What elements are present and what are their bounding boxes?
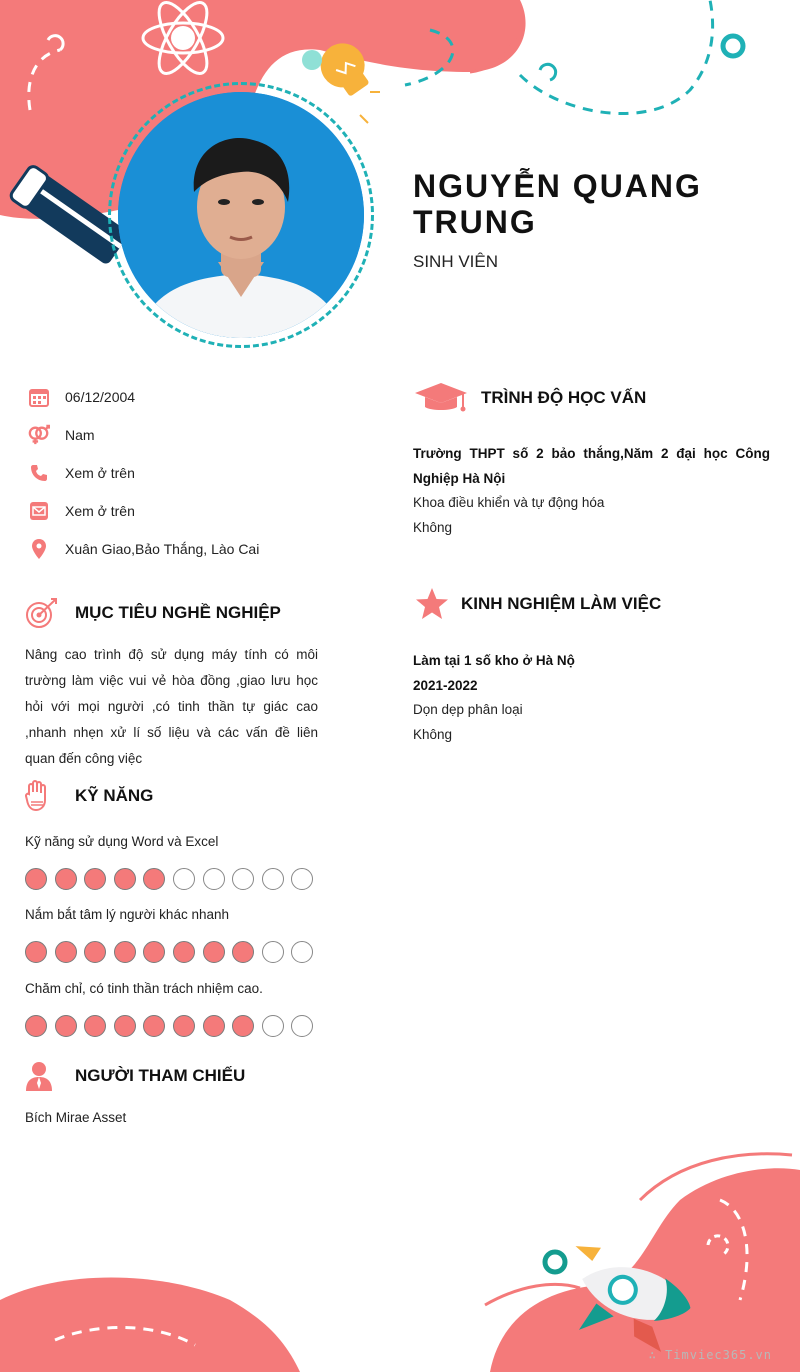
rating-dot-filled (25, 1015, 47, 1037)
experience-entry (413, 649, 770, 747)
experience-title: KINH NGHIỆM LÀM VIỆC (461, 594, 662, 613)
email-icon (28, 500, 50, 522)
gender-value: Nam (65, 427, 95, 443)
birthday-value: 06/12/2004 (65, 389, 136, 405)
contact-address (28, 536, 259, 562)
graduation-cap-icon (413, 380, 469, 416)
rating-dot-filled (55, 941, 77, 963)
skill-rating-2 (25, 941, 321, 963)
rating-dot-filled (55, 868, 77, 890)
candidate-name: NGUYỄN QUANG TRUNG (413, 168, 702, 240)
education-school: Trường THPT số 2 bảo thắng,Năm 2 đại học Công Nghiệp Hà Nội (413, 446, 770, 486)
rating-dot-filled (203, 1015, 225, 1037)
skill-rating-1 (25, 868, 321, 890)
rating-dot-filled (143, 941, 165, 963)
skills-title: KỸ NĂNG (75, 786, 154, 805)
calendar-icon (28, 386, 50, 408)
rating-dot-empty (291, 1015, 313, 1037)
rating-dot-filled (55, 1015, 77, 1037)
skill-name-2: Nắm bắt tâm lý người khác nhanh (25, 907, 229, 922)
gender-icon (28, 424, 50, 446)
hand-icon (24, 780, 50, 812)
rating-dot-empty (262, 941, 284, 963)
rating-dot-filled (25, 941, 47, 963)
rating-dot-filled (25, 868, 47, 890)
phone-icon (28, 462, 50, 484)
rating-dot-filled (143, 1015, 165, 1037)
rating-dot-filled (84, 941, 106, 963)
references-text: Bích Mirae Asset (25, 1110, 127, 1125)
education-major: Khoa điều khiển và tự động hóa (413, 495, 605, 510)
phone-value: Xem ở trên (65, 465, 135, 481)
experience-period: 2021-2022 (413, 677, 478, 693)
contact-phone (28, 460, 135, 486)
skill-name-3: Chăm chỉ, có tinh thần trách nhiệm cao. (25, 981, 263, 996)
person-icon (24, 1060, 54, 1092)
location-icon (28, 538, 50, 560)
rating-dot-filled (173, 941, 195, 963)
job-title: SINH VIÊN (413, 252, 499, 271)
rating-dot-empty (291, 941, 313, 963)
rating-dot-filled (203, 941, 225, 963)
rating-dot-filled (114, 941, 136, 963)
experience-role: Dọn dẹp phân loại (413, 702, 523, 717)
rating-dot-filled (232, 941, 254, 963)
portrait-illustration (118, 92, 364, 338)
target-icon (24, 598, 60, 628)
address-value: Xuân Giao,Bảo Thắng, Lào Cai (65, 541, 260, 557)
rating-dot-empty (203, 868, 225, 890)
star-icon (415, 587, 449, 621)
rating-dot-empty (262, 868, 284, 890)
education-heading (413, 380, 646, 416)
references-heading (24, 1060, 245, 1092)
education-title: TRÌNH ĐỘ HỌC VẤN (481, 388, 647, 407)
references-title: NGƯỜI THAM CHIẾU (75, 1066, 246, 1085)
objective-text: Nâng cao trình độ sử dụng máy tính có môi trường làm việc vui vẻ hòa đồng ,giao lưu học hỏi với mọi người ,có tinh thần tự giác cao ,nhanh nhẹn xử lí số liệu và các vấn đề liên quan đến công việc (25, 647, 318, 766)
experience-note: Không (413, 726, 453, 742)
skill-rating-3 (25, 1015, 321, 1037)
objective-title: MỤC TIÊU NGHỀ NGHIỆP (75, 603, 281, 622)
watermark: ∴ Timviec365.vn (648, 1348, 772, 1362)
rating-dot-filled (232, 1015, 254, 1037)
skill-name-1: Kỹ năng sử dụng Word và Excel (25, 834, 219, 849)
profile-photo-frame (108, 82, 374, 348)
contact-birthday (28, 384, 135, 410)
rating-dot-empty (262, 1015, 284, 1037)
contact-gender (28, 422, 95, 448)
rating-dot-filled (114, 1015, 136, 1037)
avatar (118, 92, 364, 338)
rating-dot-filled (84, 1015, 106, 1037)
rating-dot-empty (291, 868, 313, 890)
rating-dot-empty (173, 868, 195, 890)
rating-dot-filled (84, 868, 106, 890)
experience-heading (415, 587, 661, 621)
rating-dot-filled (173, 1015, 195, 1037)
rating-dot-empty (232, 868, 254, 890)
experience-company: Làm tại 1 số kho ở Hà Nộ (413, 653, 575, 668)
rating-dot-filled (143, 868, 165, 890)
objective-heading (24, 598, 281, 628)
rating-dot-filled (114, 868, 136, 890)
email-value: Xem ở trên (65, 503, 135, 519)
education-entry (413, 442, 770, 540)
education-note: Không (413, 519, 453, 535)
skills-heading (24, 780, 153, 812)
contact-email (28, 498, 135, 524)
